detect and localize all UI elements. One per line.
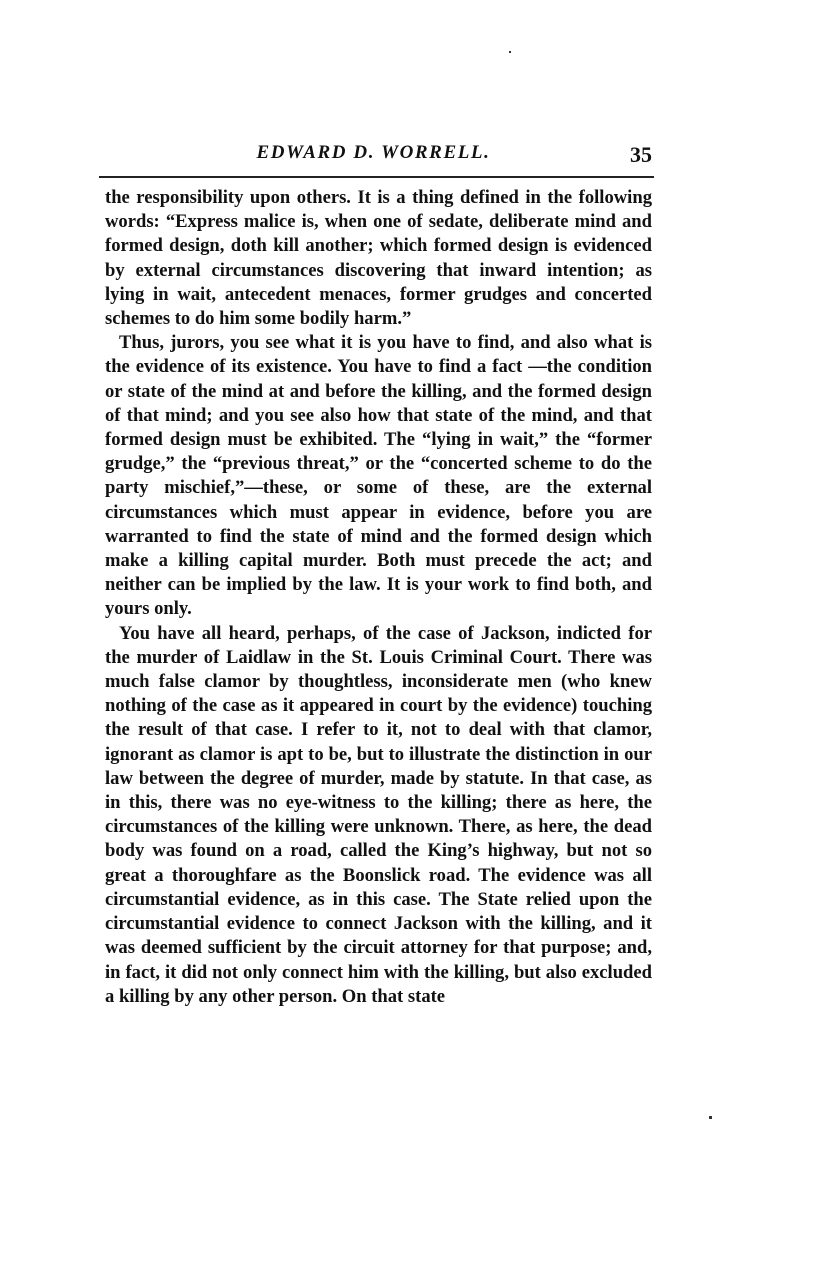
page-number: 35 [630,142,652,167]
running-head [105,138,652,172]
header-rule [99,176,654,178]
scan-speck [709,1116,712,1119]
paragraph: You have all heard, perhaps, of the case of Jackson, indicted for the murder of Laidlaw in the St. Louis Criminal Court. There was much false clamor by thoughtless, inconsiderate men (who knew nothing of the case as it appeared in court by the evidence) touching the result of that case. I refer to it, not to deal with that clamor, ignorant as clamor is apt to be, but to illustrate the distinction in our law between the degree of murder, made by statute. In that case, as in this, there was no eye-witness to the killing; there as here, the circumstances of the killing were unknown. There, as here, the dead body was found on a road, called the King’s highway, but not so great a thoroughfare as the Boonslick road. The evidence was all circumstantial evidence, as in this case. The State relied upon the circumstantial evidence to connect Jackson with the killing, and it was deemed sufficient by the circuit attorney for that purpose; and, in fact, it did not only connect him with the killing, but also excluded a killing by any other person. On that state [105,622,652,1007]
running-head-title: EDWARD D. WORRELL. [256,142,491,163]
paragraph: Thus, jurors, you see what it is you have to find, and also what is the evidence of its existence. You have to find a fact —the condition or state of the mind at and before the killing, and the formed design of that mind; and you see also how that state of the mind, and that formed design must be exhibited. The “lying in wait,” the “former grudge,” the “previous threat,” or the “concerted scheme to do the party mischief,”—these, or some of these, are the external circumstances which must appear in evidence, before you are warranted to find the state of mind and the formed design which make a killing capital murder. Both must precede the act; and neither can be implied by the law. It is your work to find both, and yours only. [105,332,652,620]
body-text [105,186,652,1009]
scan-speck [509,51,511,53]
book-page [105,138,652,1009]
paragraph-continued: the responsibility upon others. It is a thing defined in the following words: “Express malice is, when one of sedate, deliberate mind and formed design, doth kill another; which formed design is evidenced by external circumstances discovering that inward intention; as lying in wait, antecedent menaces, former grudges and concerted schemes to do him some bodily harm.” [105,187,652,330]
